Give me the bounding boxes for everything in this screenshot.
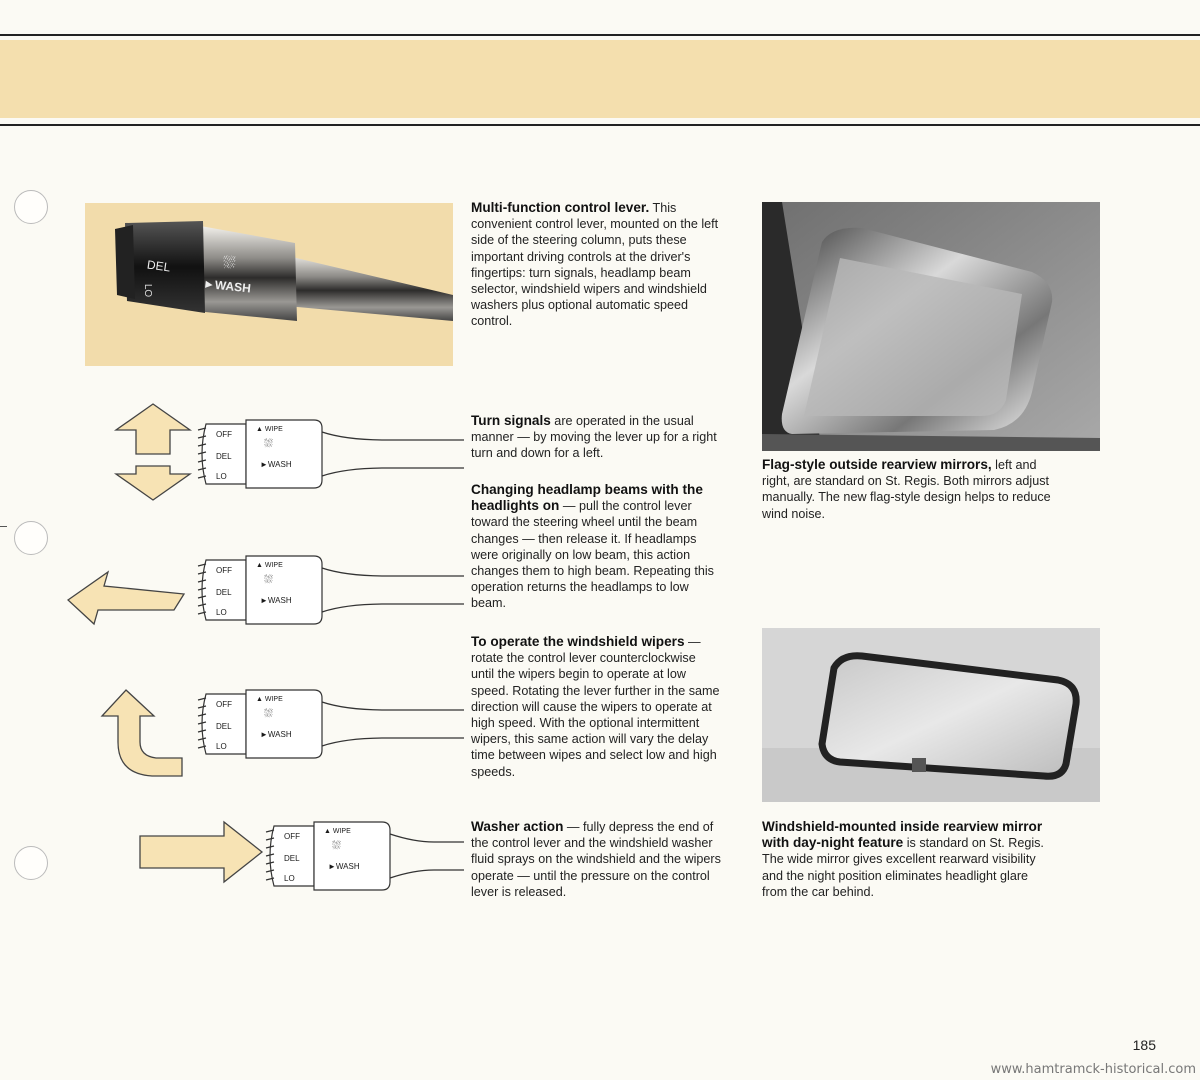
outside-mirrors-title: Flag-style outside rearview mirrors, [762, 457, 992, 472]
washer-action-text [471, 819, 721, 900]
turn-signals-text [471, 413, 721, 462]
lever-1-label-wipe: ▲ WIPE [256, 426, 283, 433]
lever-4-wiper-icon: ⛆ [332, 840, 341, 852]
rotate-lever-arrow-icon [96, 686, 192, 778]
header-band [0, 40, 1200, 118]
outside-mirror-illustration [762, 202, 1100, 451]
lever-2-wiper-icon: ⛆ [264, 574, 273, 586]
windshield-wipers-title: To operate the windshield wipers [471, 634, 685, 649]
lever-4-label-wipe: ▲ WIPE [324, 828, 351, 835]
lever-2-label-off: OFF [216, 566, 232, 575]
top-rule [0, 34, 1200, 36]
outside-mirrors-body: left and right, are standard on St. Regis. Both mirrors adjust manually. The new flag-style design helps to reduce wind noise. [762, 458, 1051, 521]
inside-mirror-photo [762, 628, 1100, 802]
lever-2-label-wash: ►WASH [260, 596, 292, 605]
washer-action-title: Washer action [471, 819, 564, 834]
binder-hole-middle [14, 521, 48, 555]
lever-3-label-wash: ►WASH [260, 730, 292, 739]
lever-outline-1 [196, 418, 464, 490]
inside-mirror-illustration [762, 628, 1100, 802]
lever-3-label-wipe: ▲ WIPE [256, 696, 283, 703]
push-lever-arrow-icon [136, 818, 266, 886]
lever-1-wiper-icon: ⛆ [264, 438, 273, 450]
lever-outline-3 [196, 688, 464, 760]
header-bottom-rule [0, 124, 1200, 126]
photo-lever-label-wash: ►WASH [202, 276, 252, 296]
headlamp-beams-title: Changing headlamp beams with the headlights on [471, 482, 703, 514]
lever-diagram-4 [264, 820, 464, 892]
lever-1-label-off: OFF [216, 430, 232, 439]
lever-1-label-lo: LO [216, 472, 227, 481]
lever-4-label-del: DEL [284, 854, 300, 863]
turn-signal-arrows-icon [112, 402, 194, 502]
lever-4-label-lo: LO [284, 874, 295, 883]
watermark-url: www.hamtramck-historical.com [990, 1062, 1196, 1077]
lever-2-label-lo: LO [216, 608, 227, 617]
lever-3-label-lo: LO [216, 742, 227, 751]
binder-hole-top [14, 190, 48, 224]
outside-mirrors-text [762, 457, 1067, 522]
windshield-wipers-body: — rotate the control lever counterclockwise until the wipers begin to operate at low speed. Rotating the lever further in the same direction will cause the wipers to operate at high speed. With the optional intermittent wipers, this same action will vary the delay time between wipes and select low and high speeds. [471, 635, 720, 779]
inside-mirror-text [762, 819, 1052, 900]
lever-3-wiper-icon: ⛆ [264, 708, 273, 720]
lever-outline-2 [196, 554, 464, 626]
lever-2-label-wipe: ▲ WIPE [256, 562, 283, 569]
pull-lever-arrow-icon [64, 570, 188, 626]
lever-photo-illustration [85, 203, 453, 366]
lever-3-label-off: OFF [216, 700, 232, 709]
lever-1-label-del: DEL [216, 452, 232, 461]
lever-4-label-wash: ►WASH [328, 862, 360, 871]
headlamp-beams-text [471, 482, 721, 612]
lever-diagram-2 [196, 554, 464, 626]
turn-signals-title: Turn signals [471, 413, 551, 428]
page-number: 185 [1132, 1037, 1156, 1053]
inside-mirror-body: is standard on St. Regis. The wide mirror gives excellent rearward visibility and the night position eliminates headlight glare from the car behind. [762, 836, 1044, 899]
wiper-icon: ⛆ [223, 255, 236, 272]
headlamp-beams-body: — pull the control lever toward the steering wheel until the beam changes — then release it. If headlamps were originally on low beam, this action changes them to high beam. Repeating this operation returns the headlamps to low beam. [471, 499, 714, 611]
lever-photo [85, 203, 453, 366]
photo-lever-label-del: DEL [146, 257, 172, 275]
windshield-wipers-text [471, 634, 721, 780]
lever-2-label-del: DEL [216, 588, 232, 597]
washer-action-body: — fully depress the end of the control lever and the windshield washer fluid sprays on the windshield and the wipers operate — until the pressure on the control lever is released. [471, 820, 721, 899]
lever-3-label-del: DEL [216, 722, 232, 731]
lever-diagram-1 [196, 418, 464, 490]
lever-1-label-wash: ►WASH [260, 460, 292, 469]
multi-function-lever-body: This convenient control lever, mounted on the left side of the steering column, puts these important driving controls at the driver's fingertips: turn signals, headlamp beam selector, windshield wipers and windshield washers plus optional automatic speed control. [471, 201, 719, 329]
turn-signals-body: are operated in the usual manner — by moving the lever up for a right turn and down for a left. [471, 414, 717, 461]
multi-function-lever-title: Multi-function control lever. [471, 200, 650, 215]
outside-mirror-photo [762, 202, 1100, 451]
photo-lever-label-lo: LO [142, 283, 154, 298]
inside-mirror-title: Windshield-mounted inside rearview mirror with day-night feature [762, 819, 1043, 851]
lever-diagram-3 [196, 688, 464, 760]
multi-function-lever-text [471, 200, 721, 330]
lever-4-label-off: OFF [284, 832, 300, 841]
binder-hole-bottom [14, 846, 48, 880]
margin-tick [0, 526, 7, 527]
